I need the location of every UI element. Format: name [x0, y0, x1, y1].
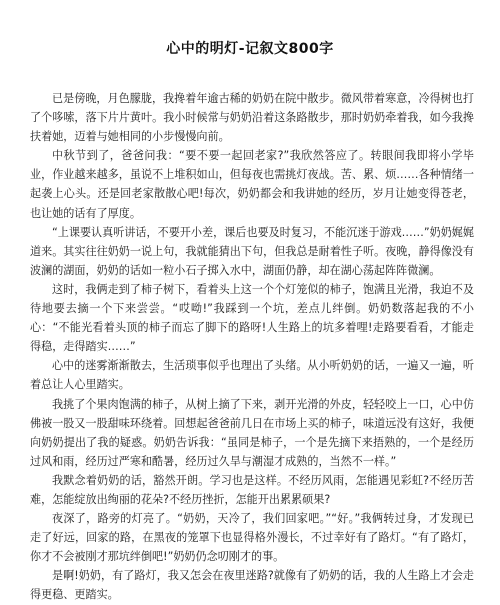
document-title: 心中的明灯-记叙文800字	[166, 41, 334, 57]
paragraph: 是啊!奶奶，有了路灯，我又怎会在夜里迷路?就像有了奶奶的话，我的人生路上才会走得更稳、更踏实。	[30, 569, 474, 602]
paragraph: 已是傍晚，月色朦胧，我搀着年逾古稀的奶奶在院中散步。微风带着寒意，冷得树也打了个哆嗦，落下片片黄叶。我小时候常与奶奶沿着这条路散步，那时奶奶牵着我，如今我搀扶着她，迈着与她相同的小步慢慢向前。	[30, 92, 474, 144]
paragraph: 我挑了个果肉饱满的柿子，从树上摘了下来，剥开光滑的外皮，轻轻咬上一口，心中仿佛被一股又一股甜味环绕着。回想起爸爸前几日在市场上买的柿子，味道远没有这好，我便向奶奶提出了我的疑惑。奶奶告诉我：“虽同是柿子，一个是先摘下来捂熟的，一个是经历过风和雨，经历过严寒和酷暑，经历过久旱与潮湿才成熟的，当然不一样。”	[30, 397, 474, 468]
paragraph: 夜深了，路旁的灯亮了。“奶奶，天冷了，我们回家吧。”“好。”我俩转过身，才发现已走了好远，回家的路，在黑夜的笼罩下也显得格外漫长，不过幸好有了路灯。“有了路灯，你才不会被刚才那坑绊倒吧!”奶奶仍念叨刚才的事。	[30, 512, 474, 564]
paragraph: 这时，我俩走到了柿子树下，看着头上这一个个灯笼似的柿子，饱满且光滑，我迫不及待地要去摘一个下来尝尝。“哎呦!”我踩到一个坑，差点儿绊倒。奶奶数落起我的不小心：“不能光看着头顶的柿子而忘了脚下的路呀!人生路上的坑多着哩!走路要看看，才能走得稳，走得踏实……”	[30, 282, 474, 354]
paragraph: “上课要认真听讲话，不要开小差，课后也要及时复习，不能沉迷于游戏……”奶奶娓娓道来。其实往往奶奶一说上句，我就能猜出下句，但我总是耐着性子听。夜晚，静得像没有波澜的湖面，奶奶的话如一粒小石子掷入水中，湖面仍静，却在湖心荡起阵阵微澜。	[30, 225, 474, 277]
paragraph: 心中的迷雾渐渐散去，生活琐事似乎也理出了头绪。从小听奶奶的话，一遍又一遍，听着总让人心里踏实。	[30, 359, 474, 392]
paragraph: 中秋节到了，爸爸问我：“要不要一起回老家?”我欣然答应了。转眼间我即将小学毕业，作业越来越多，虽说不上堆积如山，但每夜也需挑灯夜战。苦、累、烦……各种情绪一起袭上心头。还是回老家散散心吧!每次，奶奶都会和我讲她的经历，岁月让她变得苍老，也让她的话有了厚度。	[30, 149, 474, 220]
paragraph: 我默念着奶奶的话，豁然开朗。学习也是这样。不经历风雨，怎能遇见彩虹?不经历苦难，怎能绽放出绚丽的花朵?不经历挫折，怎能开出累累硕果?	[30, 473, 474, 506]
article-body	[30, 89, 474, 605]
